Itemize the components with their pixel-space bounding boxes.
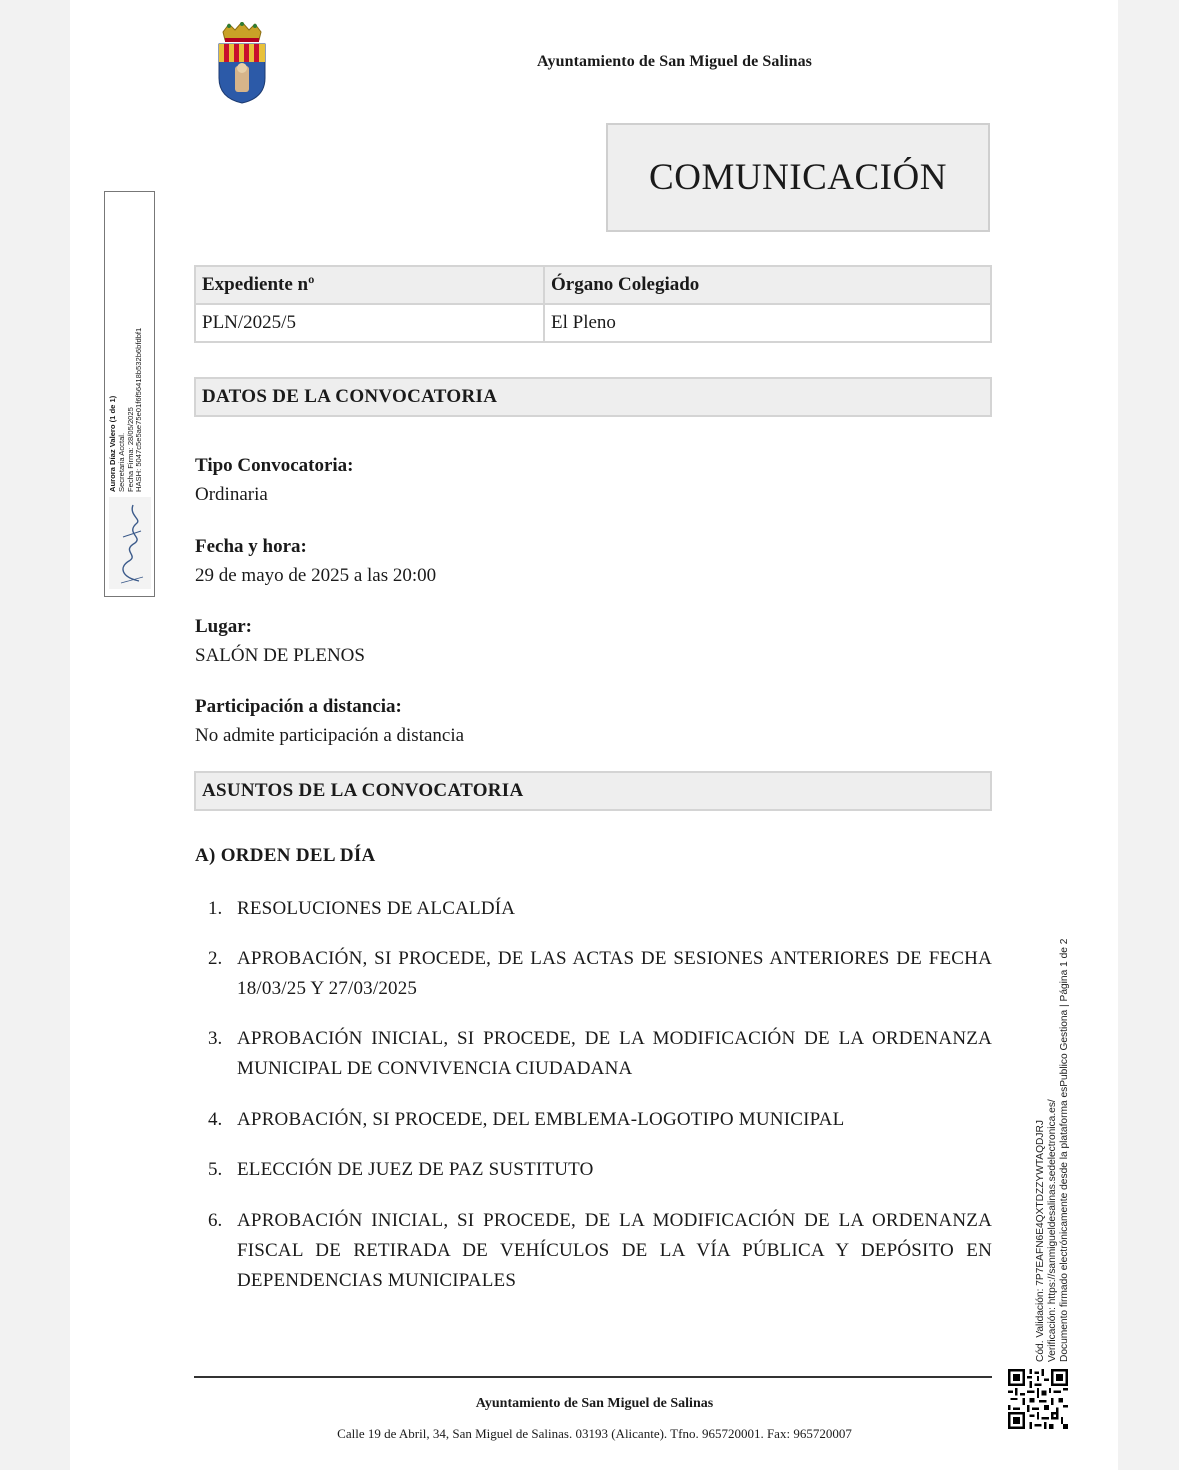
field-label: Tipo Convocatoria: [195, 455, 354, 476]
signature-date: Fecha Firma: 28/05/2025 [125, 407, 135, 492]
item-number: 4. [208, 1109, 223, 1130]
verification-text [1035, 902, 1075, 1362]
field-label: Participación a distancia: [195, 696, 402, 717]
item-number: 6. [208, 1210, 223, 1231]
table-row [195, 304, 991, 342]
field-tipo-convocatoria [195, 451, 354, 509]
field-fecha-hora [195, 532, 436, 590]
field-label: Lugar: [195, 616, 252, 637]
footer-divider [194, 1376, 992, 1378]
field-value: SALÓN DE PLENOS [195, 645, 365, 666]
signer-role: Secretaria Acctal. [116, 432, 126, 492]
signer-name: Aurora Díaz Valero (1 de 1) [108, 395, 117, 492]
platform-notice: Documento firmado electrónicamente desde la plataforma esPublico Gestiona | Página 1 de 2 [1059, 938, 1070, 1362]
qr-code-icon[interactable] [1008, 1369, 1068, 1429]
item-number: 2. [208, 948, 223, 969]
datos-section-title: DATOS DE LA CONVOCATORIA [194, 377, 992, 417]
field-label: Fecha y hora: [195, 536, 307, 557]
signature-stamp [104, 191, 155, 597]
validation-code: Cód. Validación: 7P7EAFN6E4QXTDZZYWTAQDJRJ [1035, 1120, 1046, 1362]
footer-organization: Ayuntamiento de San Miguel de Salinas [475, 1396, 714, 1411]
document-type-box [606, 123, 990, 232]
coat-of-arms-icon [215, 22, 269, 104]
signature-details [109, 192, 157, 492]
item-text: APROBACIÓN INICIAL, SI PROCEDE, DE LA MODIFICACIÓN DE LA ORDENANZA MUNICIPAL DE CONVIVENCIA CIUDADANA [237, 1028, 992, 1079]
item-text: APROBACIÓN, SI PROCEDE, DEL EMBLEMA-LOGOTIPO MUNICIPAL [237, 1109, 845, 1130]
field-lugar [195, 612, 365, 670]
table-header-row [195, 266, 991, 304]
signature-hash: HASH: 5047c5e5ae75e01f6f56418b532b6bfdbf1 [134, 327, 144, 492]
field-value: No admite participación a distancia [195, 725, 465, 746]
header-organization: Ayuntamiento de San Miguel de Salinas [537, 53, 812, 70]
field-value: Ordinaria [195, 484, 268, 505]
expediente-table [194, 265, 992, 343]
item-number: 3. [208, 1028, 223, 1049]
item-number: 1. [208, 898, 223, 919]
asuntos-section-title: ASUNTOS DE LA CONVOCATORIA [194, 771, 992, 811]
field-participacion [195, 692, 464, 750]
organo-header: Órgano Colegiado [544, 266, 991, 304]
item-number: 5. [208, 1159, 223, 1180]
handwritten-signature-icon [109, 497, 151, 589]
item-text: ELECCIÓN DE JUEZ DE PAZ SUSTITUTO [237, 1159, 594, 1180]
item-text: APROBACIÓN INICIAL, SI PROCEDE, DE LA MODIFICACIÓN DE LA ORDENANZA FISCAL DE RETIRADA DE VEHÍCULOS DE LA VÍA PÚBLICA Y DEPÓSITO EN DEPENDENCIAS MUNICIPALES [237, 1210, 992, 1291]
item-text: APROBACIÓN, SI PROCEDE, DE LAS ACTAS DE SESIONES ANTERIORES DE FECHA 18/03/25 Y 27/03/2025 [237, 948, 992, 999]
field-value: 29 de mayo de 2025 a las 20:00 [195, 565, 437, 586]
document-type-title: COMUNICACIÓN [649, 157, 947, 198]
expediente-value: PLN/2025/5 [195, 304, 544, 342]
expediente-header: Expediente nº [195, 266, 544, 304]
agenda-heading: A) ORDEN DEL DÍA [195, 845, 376, 866]
footer-address: Calle 19 de Abril, 34, San Miguel de Salinas. 03193 (Alicante). Tfno. 965720001. Fax: 965720007 [337, 1426, 852, 1441]
organo-value: El Pleno [544, 304, 991, 342]
item-text: RESOLUCIONES DE ALCALDÍA [237, 898, 516, 919]
verification-url: Verificación: https://sanmigueldesalinas.sedelectronica.es/ [1047, 1099, 1058, 1362]
